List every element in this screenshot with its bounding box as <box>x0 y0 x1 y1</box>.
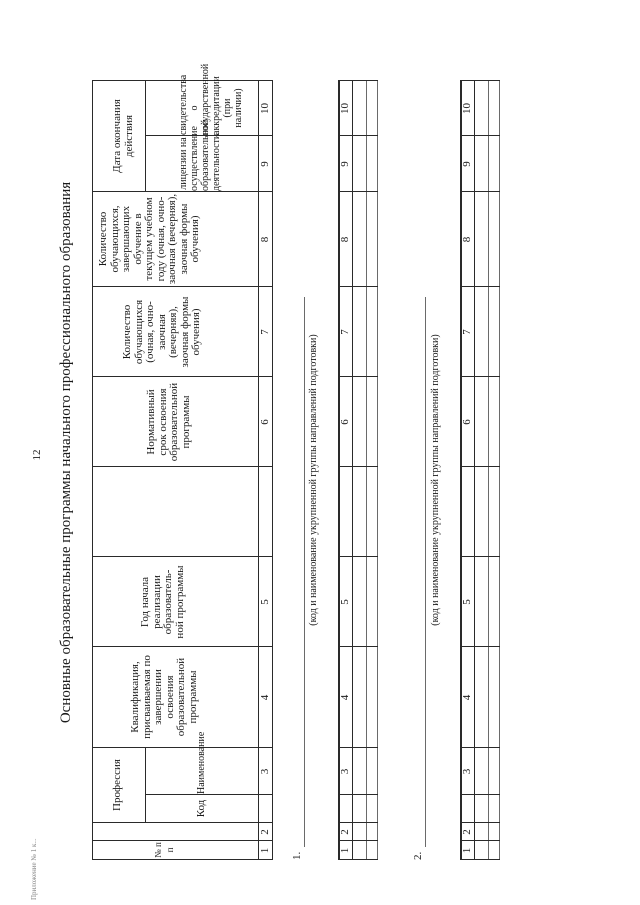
header-license: лицензии на осуществление образовательной деятельности <box>178 119 222 191</box>
g1-num-2: 2 <box>339 829 351 835</box>
header-graduates-count: Количество обучающихся, завершающих обучение в текущем учебном году (очная, очно-заочная (вечерняя), заочная формы обучения) <box>97 193 201 285</box>
group-1-label: 1. <box>291 851 303 860</box>
g2-num-10: 10 <box>461 103 473 114</box>
header-qualification: Квалификация, присваиваемая по завершении освоения образовательной программы <box>129 655 199 739</box>
col-num-3: 3 <box>259 768 271 775</box>
group-1-caption: (код и наименование укрупненной группы направлений подготовки) <box>308 334 319 626</box>
col-num-9: 9 <box>259 161 271 167</box>
g1-num-3: 3 <box>339 768 351 775</box>
g1-num-8: 8 <box>339 236 351 243</box>
g2-num-3: 3 <box>461 768 473 775</box>
g1-num-10: 10 <box>339 103 351 114</box>
group-2-label: 2. <box>412 851 424 860</box>
g1-num-6: 6 <box>339 419 351 425</box>
header-students-count: Количество обучающихся (очная, очно-заочная (вечерняя), заочная формы обучения) <box>121 296 202 368</box>
appendix-label: Приложение № 1 к... <box>30 838 38 900</box>
g2-num-4: 4 <box>461 694 473 701</box>
header-end-date: Дата окончания действия <box>111 99 135 173</box>
col-num-6: 6 <box>259 419 271 425</box>
g1-num-5: 5 <box>339 599 351 605</box>
g1-num-1: 1 <box>339 847 351 854</box>
col-num-7: 7 <box>259 329 271 335</box>
header-start-year: Год начала реализации образователь-ной программы <box>139 565 186 639</box>
g1-num-4: 4 <box>339 694 351 701</box>
g2-num-2: 2 <box>461 829 473 835</box>
col-num-8: 8 <box>259 236 271 243</box>
g2-num-9: 9 <box>461 161 473 167</box>
header-profession: Профессия <box>111 759 123 811</box>
g2-num-1: 1 <box>461 847 473 854</box>
g1-num-7: 7 <box>339 329 351 335</box>
header-no: № п п <box>153 842 175 858</box>
group-2-caption: (код и наименование укрупненной группы направлений подготовки) <box>430 334 441 626</box>
g2-num-7: 7 <box>461 329 473 335</box>
header-code: Код <box>195 799 207 818</box>
col-num-2: 2 <box>259 829 271 835</box>
g2-num-8: 8 <box>461 236 473 243</box>
g1-num-9: 9 <box>339 161 351 167</box>
col-num-5: 5 <box>259 599 271 605</box>
col-num-1: 1 <box>259 847 271 854</box>
page-number: 12 <box>31 449 43 461</box>
header-norm-term: Нормативный срок освоения образовательной программы <box>145 382 192 462</box>
col-num-10: 10 <box>259 103 271 114</box>
header-name: Наименование <box>196 731 207 794</box>
header-certificate: свидетельства о государственной аккредитации (при наличии) <box>178 63 244 135</box>
g2-num-6: 6 <box>461 419 473 425</box>
col-num-4: 4 <box>259 694 271 701</box>
g2-num-5: 5 <box>461 599 473 605</box>
page-title: Основные образовательные программы начального профессионального образования <box>58 181 74 724</box>
